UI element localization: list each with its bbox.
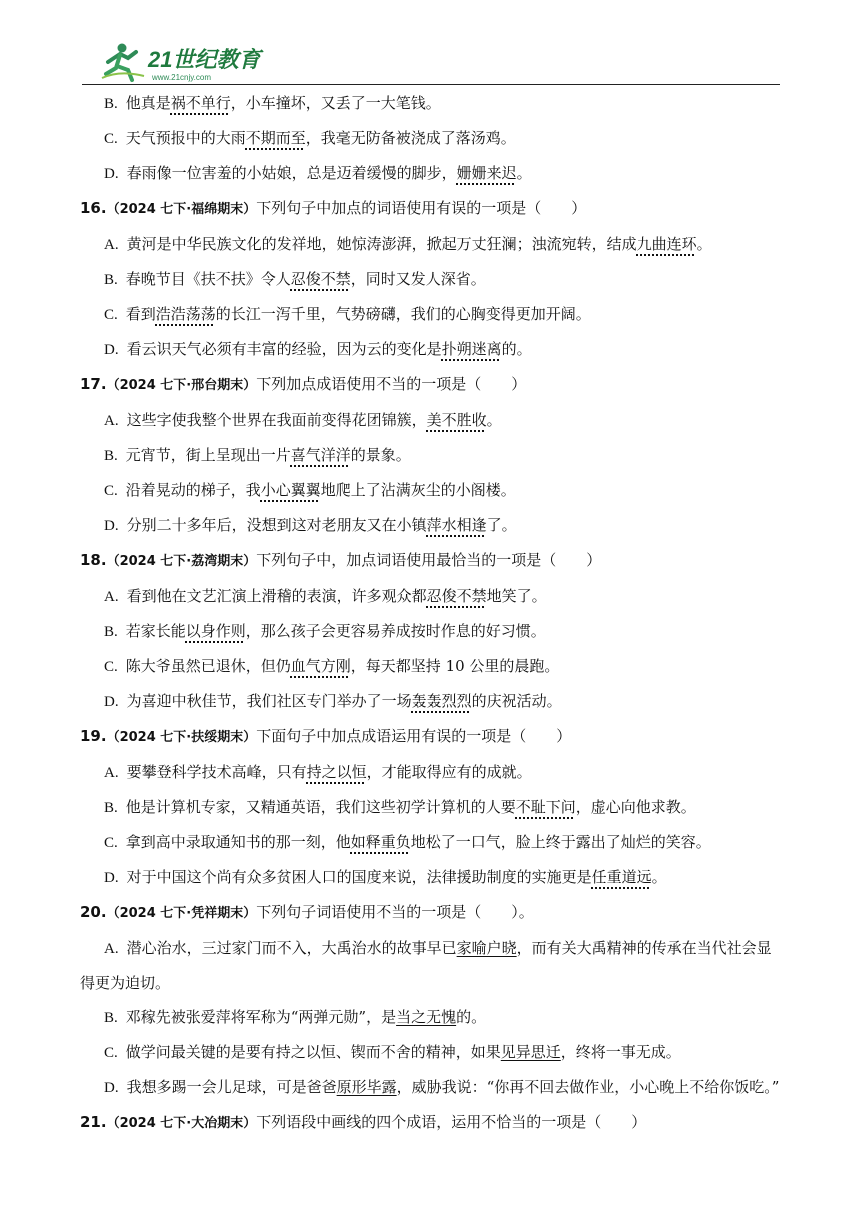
marked-idiom: 小心翼翼	[260, 481, 321, 499]
option-text: ，终将一事无成。	[560, 1043, 681, 1061]
marked-idiom: 浩浩荡荡	[155, 305, 216, 323]
question-source: （2024 七下·邢台期末）	[106, 378, 257, 393]
question-number: 21.	[80, 1113, 107, 1131]
option-text: 天气预报中的大雨	[125, 129, 246, 147]
option-text: 的景象。	[350, 446, 411, 464]
option-letter: C.	[104, 1045, 118, 1061]
question-source: （2024 七下·大冶期末）	[106, 1116, 257, 1131]
option-text: 这些字使我整个世界在我面前变得花团锦簇，	[126, 411, 427, 429]
option-text: 对于中国这个尚有众多贫困人口的国度来说，法律援助制度的实施更是	[126, 868, 592, 886]
question-item	[80, 895, 780, 1105]
page-header	[0, 0, 860, 86]
question-item	[80, 719, 780, 895]
marked-idiom: 当之无愧	[396, 1008, 457, 1026]
option-text: 地松了一口气，脸上终于露出了灿烂的笑容。	[410, 833, 711, 851]
option-letter: B.	[104, 1010, 118, 1026]
answer-option	[80, 1070, 780, 1105]
option-letter: B.	[104, 448, 118, 464]
option-text: 拿到高中录取通知书的那一刻，他	[125, 833, 351, 851]
option-text: 沿着晃动的梯子，我	[125, 481, 261, 499]
answer-option	[80, 931, 780, 1000]
answer-option	[80, 121, 780, 156]
marked-idiom: 以身作则	[185, 622, 246, 640]
question-item	[80, 367, 780, 543]
option-text: 春雨像一位害羞的小姑娘，总是迈着缓慢的脚步，	[126, 164, 457, 182]
option-text: 地笑了。	[486, 587, 547, 605]
logo-text: 21世纪教育	[148, 47, 261, 72]
option-text: ，威胁我说：“你再不回去做作业，小心晚上不给你饭吃。”	[396, 1078, 780, 1096]
option-text: 了。	[486, 516, 517, 534]
runner-icon	[102, 44, 144, 81]
question-list	[80, 86, 780, 1141]
option-letter: A.	[104, 237, 119, 253]
option-text: 。	[516, 164, 532, 182]
option-letter: D.	[104, 166, 119, 182]
answer-option	[80, 297, 780, 332]
option-text: 元宵节，街上呈现出一片	[125, 446, 291, 464]
option-letter: D.	[104, 1080, 119, 1096]
question-stem	[80, 1105, 780, 1141]
marked-idiom: 如释重负	[350, 833, 411, 851]
option-text: 的庆祝活动。	[471, 692, 562, 710]
question-stem	[80, 895, 780, 931]
marked-idiom: 血气方刚	[290, 657, 351, 675]
option-text: 。	[651, 868, 667, 886]
option-text: 邓稼先被张爱萍将军称为“两弹元勋”，是	[125, 1008, 397, 1026]
marked-idiom: 萍水相逢	[426, 516, 487, 534]
answer-option	[80, 473, 780, 508]
question-stem	[80, 191, 780, 227]
option-letter: C.	[104, 483, 118, 499]
question-text: 下列加点成语使用不当的一项是（ ）	[256, 375, 527, 393]
option-letter: A.	[104, 413, 119, 429]
answer-option	[80, 649, 780, 684]
option-text: ，虚心向他求教。	[575, 798, 696, 816]
logo-21cnjy	[100, 40, 270, 84]
option-text: 。	[696, 235, 712, 253]
question-source: （2024 七下·扶绥期末）	[106, 730, 257, 745]
option-text: 为喜迎中秋佳节，我们社区专门举办了一场	[126, 692, 412, 710]
question-stem	[80, 719, 780, 755]
marked-idiom: 姗姗来迟	[456, 164, 517, 182]
answer-option	[80, 614, 780, 649]
marked-idiom: 见异思迁	[500, 1043, 561, 1061]
marked-idiom: 家喻户晓	[456, 939, 517, 957]
option-text: ，同时又发人深省。	[350, 270, 486, 288]
question-number: 18.	[80, 551, 107, 569]
question-source: （2024 七下·荔湾期末）	[106, 554, 257, 569]
option-text: 看到	[125, 305, 156, 323]
header-divider	[82, 84, 780, 85]
option-text: 的。	[501, 340, 532, 358]
option-text: 看到他在文艺汇演上滑稽的表演，许多观众都	[126, 587, 427, 605]
answer-option	[80, 156, 780, 191]
option-text: 。	[486, 411, 502, 429]
option-text: ，那么孩子会更容易养成按时作息的好习惯。	[245, 622, 546, 640]
marked-idiom: 忍俊不禁	[426, 587, 487, 605]
option-text: 要攀登科学技术高峰，只有	[126, 763, 307, 781]
answer-option	[80, 438, 780, 473]
marked-idiom: 忍俊不禁	[290, 270, 351, 288]
option-text: 春晚节目《扶不扶》令人	[125, 270, 291, 288]
marked-idiom: 不耻下问	[515, 798, 576, 816]
marked-idiom: 美不胜收	[426, 411, 487, 429]
answer-option	[80, 1035, 780, 1070]
option-text: ，每天都坚持 10 公里的晨跑。	[350, 657, 560, 675]
option-text: 我想多踢一会儿足球，可是爸爸	[126, 1078, 337, 1096]
option-letter: B.	[104, 96, 118, 112]
logo-url: www.21cnjy.com	[152, 73, 211, 82]
option-text: ，才能取得应有的成就。	[366, 763, 532, 781]
option-text: 看云识天气必须有丰富的经验，因为云的变化是	[126, 340, 442, 358]
question-item	[80, 543, 780, 719]
option-letter: A.	[104, 765, 119, 781]
answer-option	[80, 332, 780, 367]
question-text: 下列句子词语使用不当的一项是（ ）。	[256, 903, 534, 921]
option-letter: A.	[104, 941, 119, 957]
option-text: ，而有关大禹精神的传承在当代社会显得更为迫切。	[80, 939, 772, 992]
option-text: 他真是	[125, 94, 171, 112]
answer-option	[80, 262, 780, 297]
question-text: 下列语段中画线的四个成语，运用不恰当的一项是（ ）	[256, 1113, 647, 1131]
option-text: 做学问最关键的是要有持之以恒、锲而不舍的精神，如果	[125, 1043, 501, 1061]
answer-option	[80, 579, 780, 614]
option-text: 的长江一泻千里，气势磅礴，我们的心胸变得更加开阔。	[215, 305, 591, 323]
option-text: ，小车撞坏，又丢了一大笔钱。	[230, 94, 441, 112]
question-source: （2024 七下·凭祥期末）	[106, 906, 257, 921]
option-letter: D.	[104, 694, 119, 710]
question-item	[80, 191, 780, 367]
option-letter: B.	[104, 800, 118, 816]
option-letter: C.	[104, 131, 118, 147]
answer-option	[80, 790, 780, 825]
option-letter: B.	[104, 624, 118, 640]
marked-idiom: 不期而至	[245, 129, 306, 147]
marked-idiom: 任重道远	[591, 868, 652, 886]
option-text: 分别二十多年后，没想到这对老朋友又在小镇	[126, 516, 427, 534]
marked-idiom: 九曲连环	[636, 235, 697, 253]
answer-option	[80, 403, 780, 438]
answer-option	[80, 825, 780, 860]
answer-option	[80, 755, 780, 790]
question-number: 19.	[80, 727, 107, 745]
option-text: 潜心治水，三过家门而不入，大禹治水的故事早已	[126, 939, 457, 957]
marked-idiom: 喜气洋洋	[290, 446, 351, 464]
answer-option	[80, 684, 780, 719]
question-text: 下面句子中加点成语运用有误的一项是（ ）	[256, 727, 572, 745]
marked-idiom: 轰轰烈烈	[411, 692, 472, 710]
option-text: 他是计算机专家，又精通英语，我们这些初学计算机的人要	[125, 798, 516, 816]
question-text: 下列句子中加点的词语使用有误的一项是（ ）	[256, 199, 587, 217]
option-text: ，我毫无防备被浇成了落汤鸡。	[305, 129, 516, 147]
marked-idiom: 原形毕露	[336, 1078, 397, 1096]
option-letter: C.	[104, 659, 118, 675]
answer-option	[80, 1000, 780, 1035]
option-letter: B.	[104, 272, 118, 288]
option-text: 陈大爷虽然已退休，但仍	[125, 657, 291, 675]
question-text: 下列句子中，加点词语使用最恰当的一项是（ ）	[256, 551, 602, 569]
answer-option	[80, 227, 780, 262]
question-number: 16.	[80, 199, 107, 217]
question-source: （2024 七下·福绵期末）	[106, 202, 257, 217]
option-letter: C.	[104, 307, 118, 323]
question-number: 17.	[80, 375, 107, 393]
marked-idiom: 祸不单行	[170, 94, 231, 112]
marked-idiom: 扑朔迷离	[441, 340, 502, 358]
answer-option	[80, 860, 780, 895]
question-number: 20.	[80, 903, 107, 921]
question-stem	[80, 367, 780, 403]
option-letter: C.	[104, 835, 118, 851]
option-text: 地爬上了沾满灰尘的小阁楼。	[320, 481, 516, 499]
answer-option	[80, 508, 780, 543]
question-stem	[80, 543, 780, 579]
option-letter: A.	[104, 589, 119, 605]
option-letter: D.	[104, 342, 119, 358]
option-text: 黄河是中华民族文化的发祥地，她惊涛澎湃，掀起万丈狂澜；浊流宛转，结成	[126, 235, 637, 253]
question-item	[80, 1105, 780, 1141]
option-text: 若家长能	[125, 622, 186, 640]
answer-option	[80, 86, 780, 121]
option-letter: D.	[104, 870, 119, 886]
option-letter: D.	[104, 518, 119, 534]
marked-idiom: 持之以恒	[306, 763, 367, 781]
option-text: 的。	[456, 1008, 487, 1026]
